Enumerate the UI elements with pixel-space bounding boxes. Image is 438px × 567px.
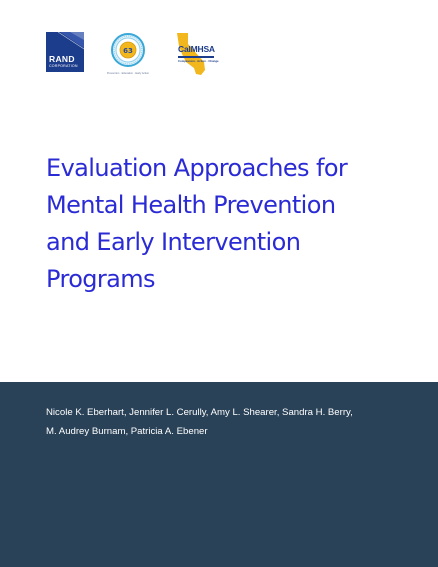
calmhsa-logo [174,32,218,76]
author-line: Nicole K. Eberhart, Jennifer L. Cerully, Amy L. Shearer, Sandra H. Berry, [46,407,353,418]
title-line: Mental Health Prevention [46,191,336,219]
title-line: and Early Intervention [46,228,301,256]
rand-subtitle: CORPORATION [49,64,78,68]
author-line: M. Audrey Burnam, Patricia A. Ebener [46,426,208,437]
title-line: Programs [46,265,155,293]
seal-logo [108,32,148,78]
calmhsa-rule [178,56,214,58]
title-line: Evaluation Approaches for [46,154,348,182]
author-list [46,403,421,441]
rand-logo [46,32,84,72]
calmhsa-wordmark: CalMHSA [178,44,215,54]
calmhsa-tagline: Compassion · Action · Change [178,59,219,63]
author-band [0,382,438,567]
rand-wordmark: RAND [49,54,75,64]
svg-text:63: 63 [123,47,133,55]
report-title [46,150,416,298]
seal-caption: Prevention · Education · Early Action [106,72,150,75]
